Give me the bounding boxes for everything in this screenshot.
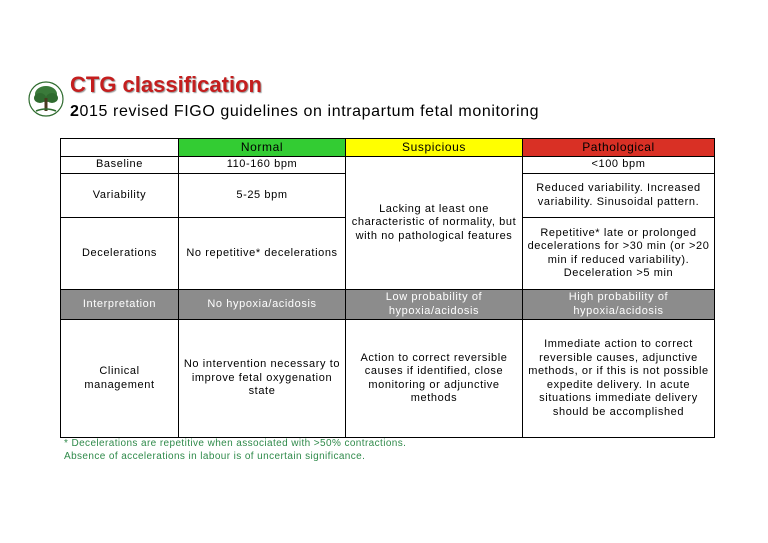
row-label-baseline: Baseline — [61, 157, 179, 174]
ctg-classification-table — [60, 138, 715, 438]
management-pathological: Immediate action to correct reversible causes, adjunctive methods, or if this is not possible expedite delivery. In acute situations immediate delivery should be accomplished — [523, 320, 715, 438]
baseline-normal: 110-160 bpm — [179, 157, 346, 174]
row-label-interpretation: Interpretation — [61, 290, 179, 320]
header-suspicious: Suspicious — [346, 139, 523, 157]
variability-normal: 5-25 bpm — [179, 174, 346, 218]
row-label-decelerations: Decelerations — [61, 218, 179, 290]
header-blank-cell — [61, 139, 179, 157]
footnote-accelerations: Absence of accelerations in labour is of uncertain significance. — [64, 450, 366, 462]
row-label-variability: Variability — [61, 174, 179, 218]
interpretation-suspicious: Low probability of hypoxia/acidosis — [346, 290, 523, 320]
management-suspicious: Action to correct reversible causes if identified, close monitoring or adjunctive methods — [346, 320, 523, 438]
header-pathological: Pathological — [523, 139, 715, 157]
subtitle-lead: 2 — [70, 103, 80, 120]
suspicious-shared-criteria: Lacking at least one characteristic of normality, but with no pathological features — [346, 157, 523, 290]
interpretation-pathological: High probability of hypoxia/acidosis — [523, 290, 715, 320]
decelerations-normal: No repetitive* decelerations — [179, 218, 346, 290]
management-normal: No intervention necessary to improve fetal oxygenation state — [179, 320, 346, 438]
baseline-pathological: <100 bpm — [523, 157, 715, 174]
tree-logo-icon — [28, 80, 64, 120]
footnote-decelerations: * Decelerations are repetitive when associated with >50% contractions. — [64, 438, 407, 449]
row-label-clinical-management: Clinical management — [61, 320, 179, 438]
subtitle-text: 015 revised FIGO guidelines on intrapartum fetal monitoring — [79, 103, 540, 120]
decelerations-pathological: Repetitive* late or prolonged decelerations for >30 min (or >20 min if reduced variability). Deceleration >5 min — [523, 218, 715, 290]
interpretation-normal: No hypoxia/acidosis — [179, 290, 346, 320]
header-normal: Normal — [179, 139, 346, 157]
variability-pathological: Reduced variability. Increased variability. Sinusoidal pattern. — [523, 174, 715, 218]
footnotes — [64, 438, 406, 463]
page-subtitle — [70, 103, 539, 121]
page-title: CTG classification — [70, 72, 262, 97]
